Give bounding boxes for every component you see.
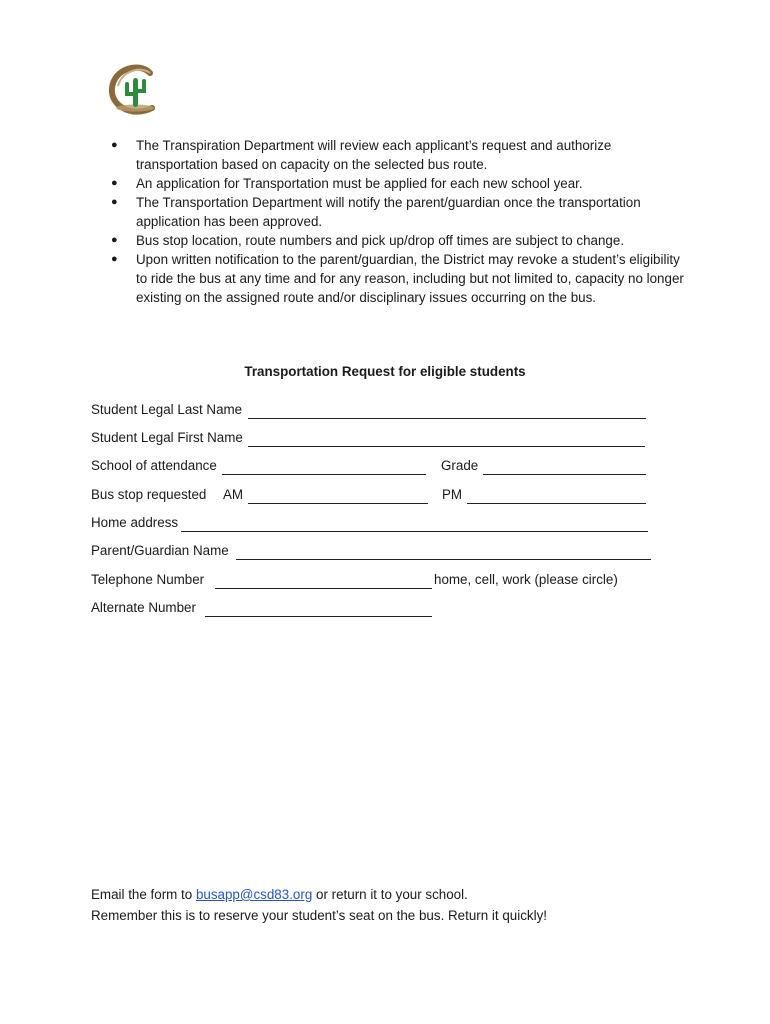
grade-field[interactable] [483,474,646,475]
policy-bullet: ● Bus stop location, route numbers and pick up/drop off times are subject to change. [110,231,685,250]
footer-instructions [91,884,547,926]
alternate-row [91,600,451,620]
last-name-label: Student Legal Last Name [91,402,243,417]
alternate-number-field[interactable] [205,616,432,617]
cactus-c-logo-icon [106,64,164,116]
policy-bullet: ● The Transportation Department will notify the parent/guardian once the transportation application has been approved. [110,193,685,231]
school-label: School of attendance [91,458,217,473]
alternate-label: Alternate Number [91,600,196,615]
parent-name-field[interactable] [236,559,651,560]
email-prefix: Email the form to [91,887,196,902]
grade-label: Grade [441,458,479,473]
bus-stop-row [91,487,651,507]
policy-bullet: ● The Transpiration Department will review each applicant’s request and authorize transportation based on capacity on the selected bus route. [110,136,685,174]
telephone-field[interactable] [215,588,432,589]
email-link[interactable]: busapp@csd83.org [195,887,313,902]
email-instruction [91,884,547,905]
parent-label: Parent/Guardian Name [91,543,229,558]
bus-stop-label: Bus stop requested [91,487,207,502]
pm-stop-field[interactable] [467,503,646,504]
telephone-label: Telephone Number [91,572,205,587]
phone-type-options[interactable]: home, cell, work (please circle) [434,572,618,587]
home-address-label: Home address [91,515,179,530]
telephone-row [91,572,651,592]
policy-bullet: ● An application for Transportation must be applied for each new school year. [110,174,685,193]
pm-label: PM [442,487,463,502]
am-label: AM [223,487,244,502]
policy-bullet-list [110,136,685,307]
policy-bullet: ● Upon written notification to the parent/guardian, the District may revoke a student’s eligibility to ride the bus at any time and for any reason, including but not limited to, capacity no longer existing on the assigned route and/or disciplinary issues occurring on the bus. [110,250,685,307]
last-name-field[interactable] [248,418,646,419]
form-title: Transportation Request for eligible students [244,364,526,379]
school-field[interactable] [222,474,426,475]
reminder-text: Remember this is to reserve your student’s seat on the bus. Return it quickly! [91,908,547,923]
home-address-field[interactable] [181,531,648,532]
email-suffix: or return it to your school. [312,887,468,902]
district-logo [106,64,164,116]
school-grade-row [91,458,651,478]
am-stop-field[interactable] [248,503,428,504]
first-name-field[interactable] [248,446,645,447]
first-name-row [91,430,651,450]
home-address-row [91,515,651,535]
parent-row [91,543,656,563]
first-name-label: Student Legal First Name [91,430,243,445]
last-name-row [91,402,651,422]
